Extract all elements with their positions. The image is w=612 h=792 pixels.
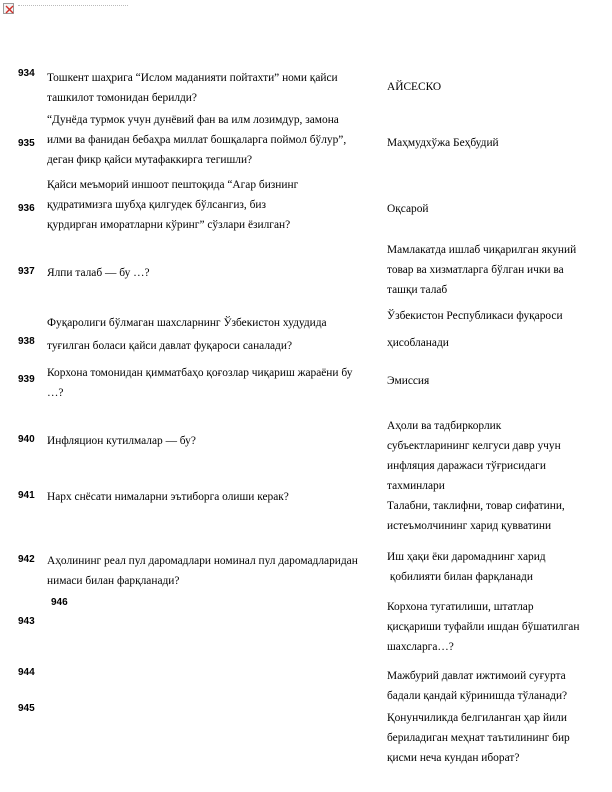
answer-940-line-2: субъектларининг келгуси давр учун bbox=[387, 440, 561, 452]
question-940-line-1: Инфляцион кутилмалар — бу? bbox=[47, 435, 196, 447]
question-934-line-1: Тошкент шаҳрига “Ислом маданияти пойтахти” номи қайси bbox=[47, 72, 338, 84]
answer-938-line-1: Ўзбекистон Республикаси фуқароси bbox=[387, 310, 563, 322]
answer-940-line-3: инфляция даражаси тўғрисидаги bbox=[387, 460, 546, 472]
question-number-935: 935 bbox=[18, 138, 35, 149]
question-936-line-1: Қайси меъморий иншоот пештоқида “Агар бизнинг bbox=[47, 179, 299, 191]
answer-944-line-1: Мажбурий давлат ижтимоий суғурта bbox=[387, 670, 566, 682]
question-938-line-2: туғилган боласи қайси давлат фуқароси саналади? bbox=[47, 340, 293, 352]
answer-935 bbox=[387, 133, 499, 153]
question-936 bbox=[47, 175, 298, 235]
question-number-934: 934 bbox=[18, 68, 35, 79]
answer-938 bbox=[387, 306, 563, 353]
answer-938-line-2: ҳисобланади bbox=[387, 337, 449, 349]
answer-934-line-1: АЙСЕСКО bbox=[387, 81, 442, 93]
question-936-line-3: қурдирган иморатларни кўринг” сўзлари ёзилган? bbox=[47, 219, 291, 231]
question-number-936: 936 bbox=[18, 203, 35, 214]
answer-943-line-3: шахсларга…? bbox=[387, 641, 454, 653]
answer-940-line-4: тахминлари bbox=[387, 480, 445, 492]
answer-936 bbox=[387, 199, 429, 219]
answer-940-line-1: Аҳоли ва тадбиркорлик bbox=[387, 420, 502, 432]
question-number-942: 942 bbox=[18, 554, 35, 565]
answer-937-line-1: Мамлакатда ишлаб чиқарилган якуний bbox=[387, 244, 577, 256]
answer-936-line-1: Оқсарой bbox=[387, 203, 429, 215]
question-number-946: 946 bbox=[51, 597, 68, 608]
question-942-line-1: Аҳолининг реал пул даромадлари номинал пул даромадларидан bbox=[47, 555, 358, 567]
question-939 bbox=[47, 363, 352, 403]
question-941 bbox=[47, 487, 289, 507]
answer-941 bbox=[387, 496, 565, 536]
answer-943 bbox=[387, 597, 579, 657]
question-number-938: 938 bbox=[18, 336, 35, 347]
answer-934 bbox=[387, 77, 441, 97]
answer-945-line-1: Қонунчиликда белгиланган ҳар йили bbox=[387, 712, 567, 724]
question-number-941: 941 bbox=[18, 490, 35, 501]
question-940 bbox=[47, 431, 196, 451]
question-939-line-1: Корхона томонидан қимматбаҳо қоғозлар чиқариш жараёни бу bbox=[47, 367, 353, 379]
broken-image-icon bbox=[3, 3, 14, 14]
question-number-937: 937 bbox=[18, 266, 35, 277]
question-937 bbox=[47, 263, 150, 283]
answer-945-line-3: қисми неча кундан иборат? bbox=[387, 752, 520, 764]
question-number-943: 943 bbox=[18, 616, 35, 627]
answer-941-line-1: Талабни, таклифни, товар сифатини, bbox=[387, 500, 565, 512]
broken-image-caption bbox=[18, 5, 128, 7]
question-942-line-2: нимаси билан фарқланади? bbox=[47, 575, 180, 587]
answer-940 bbox=[387, 416, 561, 496]
question-935 bbox=[47, 110, 346, 170]
answer-942-line-1: Иш ҳақи ёки даромаднинг харид bbox=[387, 551, 546, 563]
answer-939-line-1: Эмиссия bbox=[387, 375, 430, 387]
question-934 bbox=[47, 68, 338, 108]
question-939-line-2: …? bbox=[47, 387, 64, 399]
answer-935-line-1: Маҳмудхўжа Беҳбудий bbox=[387, 137, 499, 149]
question-number-940: 940 bbox=[18, 434, 35, 445]
question-942 bbox=[47, 551, 358, 591]
answer-943-line-1: Корхона тугатилиши, штатлар bbox=[387, 601, 534, 613]
answer-937 bbox=[387, 240, 576, 300]
answer-945 bbox=[387, 708, 570, 768]
answer-944 bbox=[387, 666, 567, 706]
answer-945-line-2: бериладиган меҳнат таътилининг бир bbox=[387, 732, 570, 744]
question-938 bbox=[47, 313, 327, 356]
question-937-line-1: Ялпи талаб — бу …? bbox=[47, 267, 150, 279]
answer-937-line-2: товар ва хизматларга бўлган ички ва bbox=[387, 264, 564, 276]
question-936-line-2: қудратимизга шубҳа қилгудек бўлсангиз, биз bbox=[47, 199, 266, 211]
answer-942 bbox=[387, 547, 546, 587]
question-935-line-1: “Дунёда турмок учун дунёвий фан ва илм лозимдур, замона bbox=[47, 114, 339, 126]
answer-944-line-2: бадали қандай кўринишда тўланади? bbox=[387, 690, 568, 702]
question-934-line-2: ташкилот томонидан берилди? bbox=[47, 92, 197, 104]
question-number-945: 945 bbox=[18, 703, 35, 714]
question-935-line-3: деган фикр қайси мутафаккирга тегишли? bbox=[47, 154, 253, 166]
answer-941-line-2: истеъмолчининг харид қувватини bbox=[387, 520, 552, 532]
question-938-line-1: Фуқаролиги бўлмаган шахсларнинг Ўзбекистон худудида bbox=[47, 317, 327, 329]
answer-943-line-2: қисқариши туфайли ишдан бўшатилган bbox=[387, 621, 580, 633]
question-941-line-1: Нарх снёсати нималарни эътиборга олиши керак? bbox=[47, 491, 289, 503]
answer-937-line-3: ташқи талаб bbox=[387, 284, 448, 296]
question-number-939: 939 bbox=[18, 374, 35, 385]
question-935-line-2: илми ва фанидан бебаҳра миллат бошқаларга поймол бўлур”, bbox=[47, 134, 347, 146]
answer-939 bbox=[387, 371, 429, 391]
answer-942-line-2: қобилияти билан фарқланади bbox=[387, 571, 533, 583]
question-number-944: 944 bbox=[18, 667, 35, 678]
